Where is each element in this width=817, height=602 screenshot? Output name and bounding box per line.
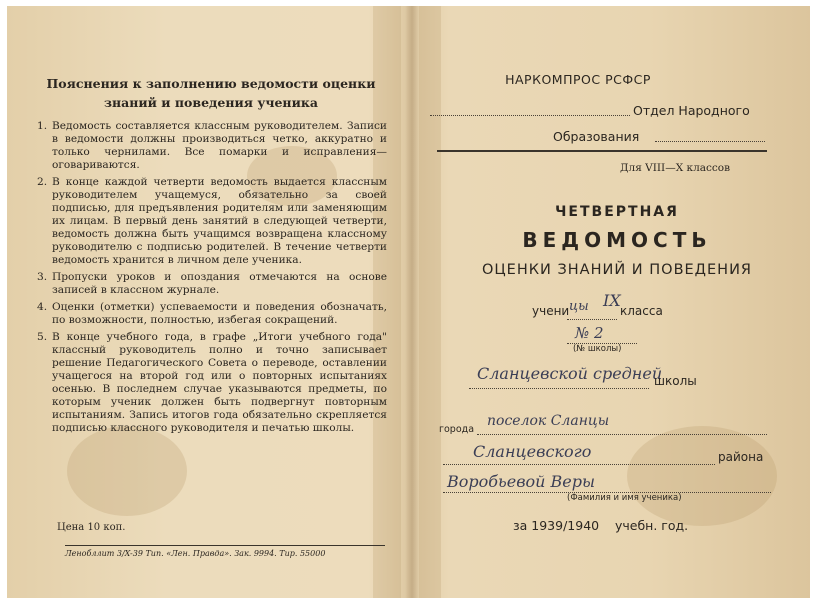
instruction-text: В конце каждой четверти ведомость выдается классным руководителем учащемуся, обязательно за своей подписью, для предъявления родителям или заменяющим их лицам. В первый день занятий в следующей четверти, ведомость должна быть учащимся возвращена классному руководителю с подписью родителей. В течение четверти ведомость хранится в личном деле ученика. bbox=[52, 176, 387, 266]
city-handwriting: поселок Сланцы bbox=[487, 413, 610, 429]
instruction-item bbox=[37, 271, 387, 297]
instruction-item bbox=[37, 331, 387, 435]
school-year-label: за 1939/1940 bbox=[513, 518, 600, 533]
school-number-caption: (№ школы) bbox=[573, 344, 622, 354]
district-handwriting: Сланцевского bbox=[473, 442, 592, 461]
education-label: Образования bbox=[553, 129, 640, 144]
instruction-text: Ведомость составляется классным руководителем. Записи в ведомости должны производиться четко, аккуратно и только чернилами. Все помарки и исправления—оговариваются. bbox=[52, 120, 387, 171]
student-name-caption: (Фамилия и имя ученика) bbox=[567, 493, 682, 503]
district-label: района bbox=[718, 450, 764, 464]
paper-stain bbox=[67, 426, 187, 516]
grade-range-label: Для VIII—X классов bbox=[620, 162, 730, 174]
gender-ending-handwriting: цы bbox=[569, 299, 589, 314]
instruction-text: Оценки (отметки) успеваемости и поведения обозначать, по возможности, полностью, избегая сокращений. bbox=[52, 301, 387, 326]
instruction-item bbox=[37, 176, 387, 267]
doc-subtitle: ОЦЕНКИ ЗНАНИЙ И ПОВЕДЕНИЯ bbox=[481, 262, 752, 278]
instruction-item bbox=[37, 301, 387, 327]
instruction-number: 4. bbox=[37, 301, 48, 313]
student-name-handwriting: Воробьевой Веры bbox=[447, 472, 596, 491]
doc-title: ВЕДОМОСТЬ bbox=[522, 228, 712, 252]
class-number-handwriting: IX bbox=[603, 291, 621, 310]
school-year-suffix: учебн. год. bbox=[615, 518, 689, 533]
instruction-number: 2. bbox=[37, 176, 48, 188]
class-label: класса bbox=[620, 304, 663, 318]
center-fold bbox=[405, 6, 419, 598]
instructions-title-line2: знаний и поведения ученика bbox=[104, 95, 318, 110]
school-name-handwriting: Сланцевской средней bbox=[477, 364, 663, 383]
instruction-number: 3. bbox=[37, 271, 48, 283]
department-label: Отдел Народного bbox=[633, 103, 750, 118]
dotted-line bbox=[655, 141, 765, 142]
dotted-line bbox=[477, 434, 767, 435]
dotted-line bbox=[469, 388, 649, 389]
ministry-heading: НАРКОМПРОС РСФСР bbox=[505, 72, 651, 87]
document-sheet bbox=[7, 6, 810, 598]
dotted-line bbox=[443, 464, 715, 465]
doc-type-quarterly: ЧЕТВЕРТНАЯ bbox=[555, 204, 679, 220]
school-label: школы bbox=[654, 374, 697, 388]
instructions-title-line1: Пояснения к заполнению ведомости оценки bbox=[46, 76, 376, 91]
instruction-text: Пропуски уроков и опоздания отмечаются на основе записей в классном журнале. bbox=[52, 271, 387, 296]
instruction-number: 5. bbox=[37, 331, 48, 343]
city-label: города bbox=[439, 424, 475, 435]
tape-strip bbox=[419, 6, 441, 598]
instruction-text: В конце учебного года, в графе „Итоги учебного года" классный руководитель полно и точно записывает решение Педагогического Совета о переводе, оставлении учащегося на второй год или о повторных испытаниях осенью. В последнем случае указываются предметы, по которым ученик должен быть подвергнут повторным испытаниям. Запись итогов года обязательно скрепляется подписью классного руководителя и печатью школы. bbox=[52, 331, 387, 434]
school-number-handwriting: № 2 bbox=[575, 324, 604, 342]
price-label: Цена 10 коп. bbox=[57, 522, 126, 533]
student-prefix-label: учени bbox=[532, 304, 570, 318]
instructions-list bbox=[37, 120, 387, 439]
instruction-item bbox=[37, 120, 387, 172]
dotted-line bbox=[567, 319, 617, 320]
header-rule bbox=[437, 150, 767, 152]
dotted-line bbox=[430, 115, 630, 116]
instruction-number: 1. bbox=[37, 120, 48, 132]
printer-imprint: Ленобллит 3/X-39 Тип. «Лен. Правда». Зак. 9994. Тир. 55000 bbox=[65, 545, 385, 558]
paper-stain bbox=[627, 426, 777, 526]
